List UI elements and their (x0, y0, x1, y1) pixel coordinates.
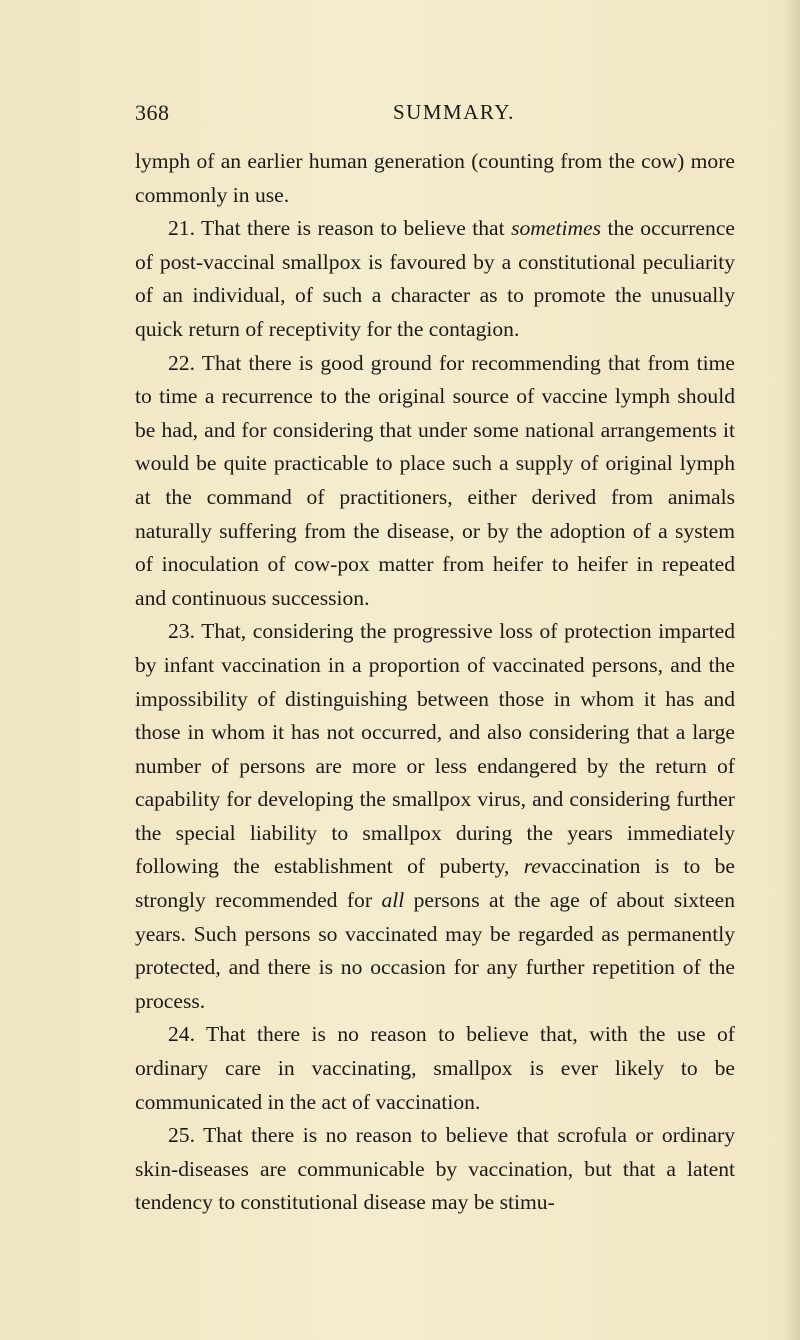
emphasis-sometimes: sometimes (511, 216, 602, 241)
paragraph-22: 22. That there is good ground for recommending that from time to time a recurrence to the original source of vaccine lymph should be had, and for considering that under some national arrangements it would be quite practicable to place such a supply of original lymph at the command of practitioners, either derived from animals naturally suffering from the disease, or by the adoption of a system of inoculation of cow-pox matter from heifer to heifer in repeated and continuous succession. (135, 350, 735, 610)
body-text (135, 145, 735, 1220)
paragraph-25: 25. That there is no reason to believe that scrofula or ordinary skin-diseases are communicable by vaccination, but that a latent tendency to constitutional disease may be stimu- (135, 1123, 735, 1215)
emphasis-re: re (523, 854, 541, 879)
page-header (135, 100, 735, 140)
paragraph-23: 23. That, considering the progressive loss of protection imparted by infant vaccination in a proportion of vaccinated persons, and the impossibility of distinguishing between those in whom it has and those in whom it has not occurred, and also considering that a large number of persons are more or less endangered by the return of capability for developing the smallpox virus, and considering further the special liability to smallpox during the years immediately following the establishment of puberty, revaccination is to be strongly recommended for all persons at the age of about sixteen years. Such persons so vaccinated may be regarded as permanently protected, and there is no occasion for any further repetition of the process. (135, 619, 735, 1013)
running-head: SUMMARY. (393, 100, 515, 124)
page-number: 368 (135, 100, 170, 125)
paragraph-continuation: lymph of an earlier human generation (counting from the cow) more commonly in use. (135, 149, 735, 207)
page-edge-shadow (782, 0, 800, 1340)
paragraph-24: 24. That there is no reason to believe that, with the use of ordinary care in vaccinating, smallpox is ever likely to be communicated in the act of vaccination. (135, 1022, 735, 1114)
paragraph-21: 21. That there is reason to believe that sometimes the occurrence of post-vaccinal smallpox is favoured by a constitutional peculiarity of an individual, of such a character as to promote the unusually quick return of receptivity for the contagion. (135, 216, 735, 341)
emphasis-all: all (381, 888, 405, 913)
